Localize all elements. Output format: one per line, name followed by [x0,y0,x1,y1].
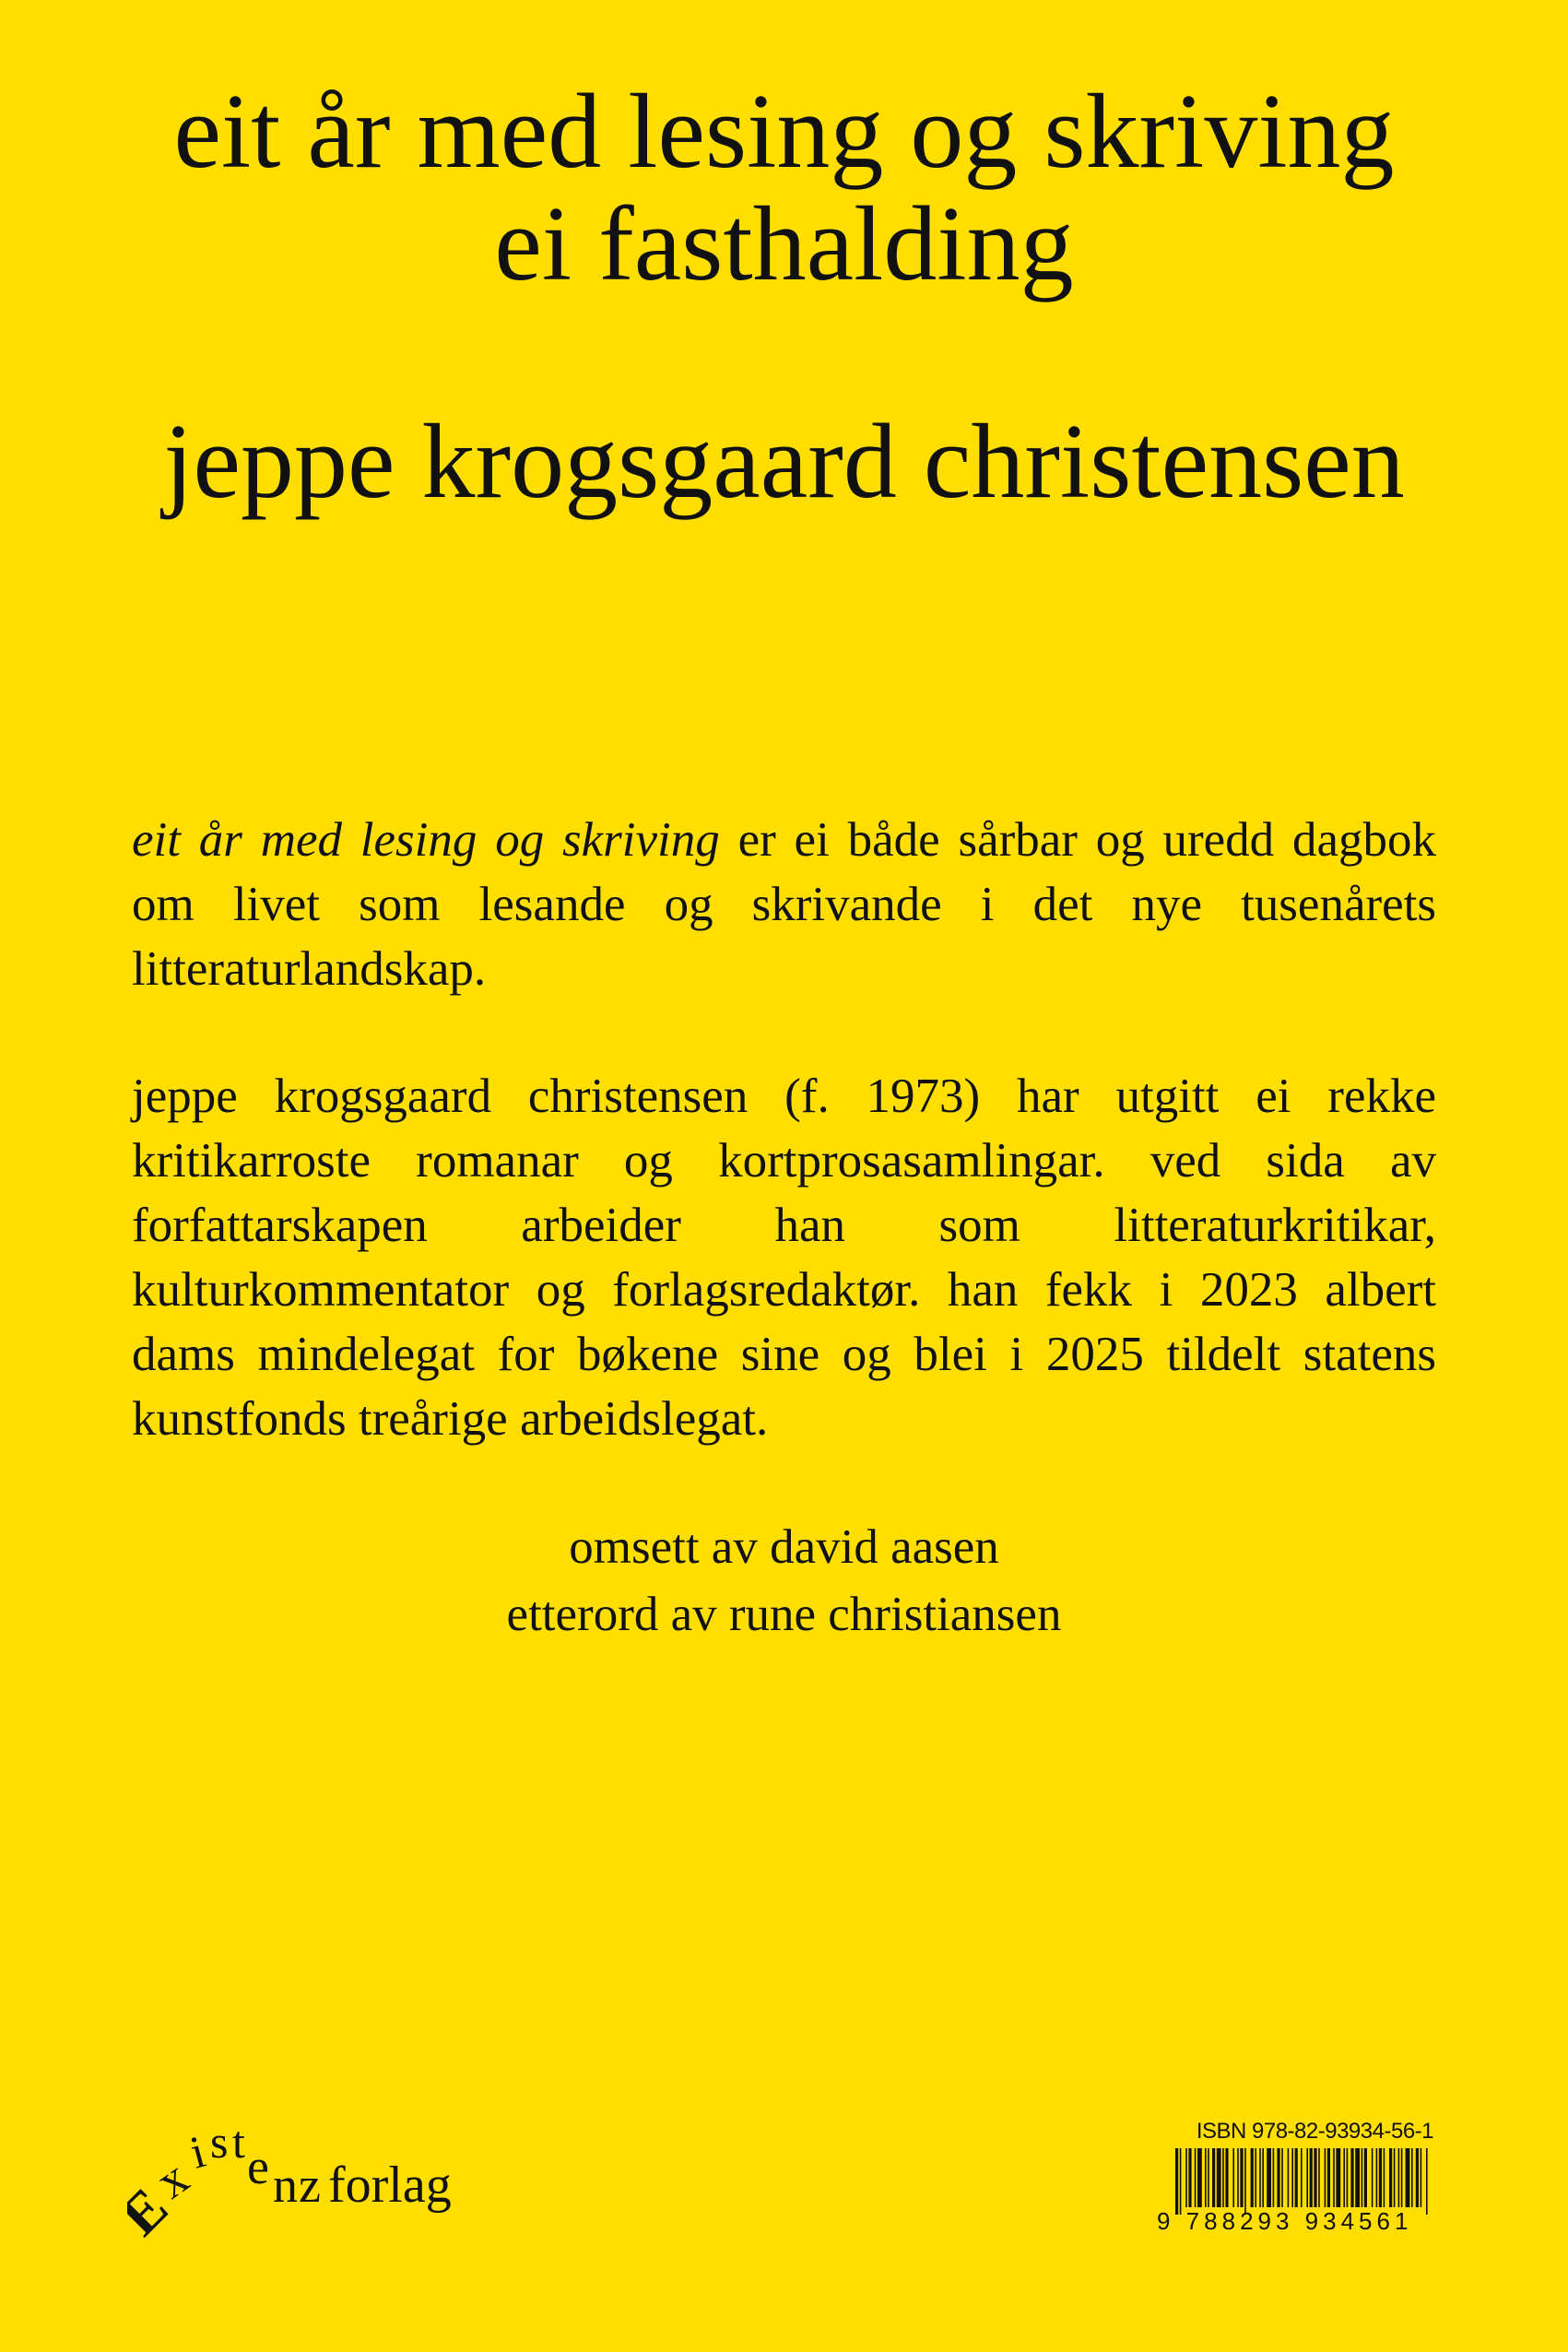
barcode-bar [1325,2148,1326,2207]
barcode-bar [1225,2148,1228,2207]
existenz-logo-mark [127,2111,514,2240]
barcode-bar [1372,2148,1373,2207]
barcode-bar [1318,2148,1320,2207]
barcode-bar [1411,2148,1413,2207]
barcode-bars [1175,2148,1429,2215]
publisher-name: forlag [328,2157,452,2214]
barcode-bar [1180,2148,1182,2215]
barcode-bar [1389,2148,1392,2207]
barcode-bar [1175,2148,1178,2215]
barcode-bar [1384,2148,1385,2207]
barcode-bar [1217,2148,1221,2207]
barcode-bar [1212,2148,1215,2207]
barcode-bar [1273,2148,1275,2207]
barcode-bar [1205,2148,1207,2207]
barcode-bar [1426,2148,1428,2215]
barcode-bar [1362,2148,1363,2207]
barcode-bar [1288,2148,1290,2207]
barcode-bar [1208,2148,1209,2207]
barcode-bar [1291,2148,1293,2207]
title-line-1: eit år med lesing og skriving [173,73,1395,191]
author-name: jeppe krogsgaard christensen [163,403,1405,521]
publisher-logo [127,2111,514,2240]
barcode-bar [1251,2148,1254,2207]
barcode-bar [1277,2148,1279,2207]
blurb-paragraph [132,808,1436,1001]
barcode-bar [1281,2148,1283,2207]
blurb-book-title: eit år med lesing og skriving [132,813,720,867]
barcode-bar [1406,2148,1410,2207]
svg-text:x: x [146,2149,199,2209]
translator-credit: omsett av david aasen [569,1520,999,1574]
svg-text:e: e [247,2139,269,2194]
barcode-bar [1343,2148,1345,2207]
barcode-bar [1222,2148,1224,2207]
barcode-digits: 9 788293 934561 [1157,2207,1413,2235]
afterword-credit: etterord av rune christiansen [506,1588,1062,1641]
barcode-bar [1336,2148,1340,2207]
barcode-bar [1421,2148,1422,2207]
barcode-bar [1197,2148,1202,2207]
barcode-bar [1355,2148,1360,2207]
barcode-bar [1185,2148,1187,2207]
blurb-text: er ei både sårbar og uredd dagbok om livet som lesande og skrivande i det nye tusenårets litteraturlandskap. [132,813,1437,996]
barcode-bar [1379,2148,1382,2207]
barcode-bar [1333,2148,1335,2207]
barcode-bar [1259,2148,1261,2207]
barcode-bar [1295,2148,1298,2207]
svg-text:s: s [210,2116,229,2168]
svg-text:n: n [273,2157,298,2213]
barcode-bar [1347,2148,1349,2207]
svg-text:i: i [184,2124,211,2179]
barcode-bar [1401,2148,1403,2207]
barcode-bar [1376,2148,1378,2207]
barcode-bar [1364,2148,1367,2207]
barcode-bar [1237,2148,1239,2207]
barcode-bar [1267,2148,1271,2207]
barcode-bar [1195,2148,1197,2207]
barcode-bar [1394,2148,1396,2207]
isbn-text: ISBN 978-82-93934-56-1 [1196,2119,1433,2144]
barcode-bar [1416,2148,1419,2207]
barcode-bar [1306,2148,1308,2207]
title-line-2: ei fasthalding [494,185,1074,303]
barcode-bar [1255,2148,1256,2207]
svg-text:z: z [299,2157,321,2213]
barcode-bar [1262,2148,1264,2207]
svg-text:E: E [127,2176,181,2240]
barcode-bar [1240,2148,1243,2207]
barcode-bar [1232,2148,1234,2207]
barcode-bar [1188,2148,1191,2207]
barcode-bar [1310,2148,1313,2207]
barcode-bar [1350,2148,1353,2207]
credits [0,1514,1568,1649]
author-bio: jeppe krogsgaard christensen (f. 1973) har utgitt ei rekke kritikarroste romanar og kortprosasamlingar. ved sida av forfattarskapen arbeider han som litteraturkritikar, kulturkommentator og forlagsredaktør. han fekk i 2023 albert dams mindelegat for bøkene sine og blei i 2025 tildelt statens kunstfonds treårige arbeidslegat. [132,1070,1436,1446]
svg-text:t: t [232,2116,245,2168]
barcode-bar [1244,2148,1246,2215]
barcode-bar [1398,2148,1400,2207]
barcode-bar [1327,2148,1330,2207]
barcode-bar [1314,2148,1316,2207]
isbn-barcode [1157,2119,1433,2239]
barcode-bar [1301,2148,1303,2207]
